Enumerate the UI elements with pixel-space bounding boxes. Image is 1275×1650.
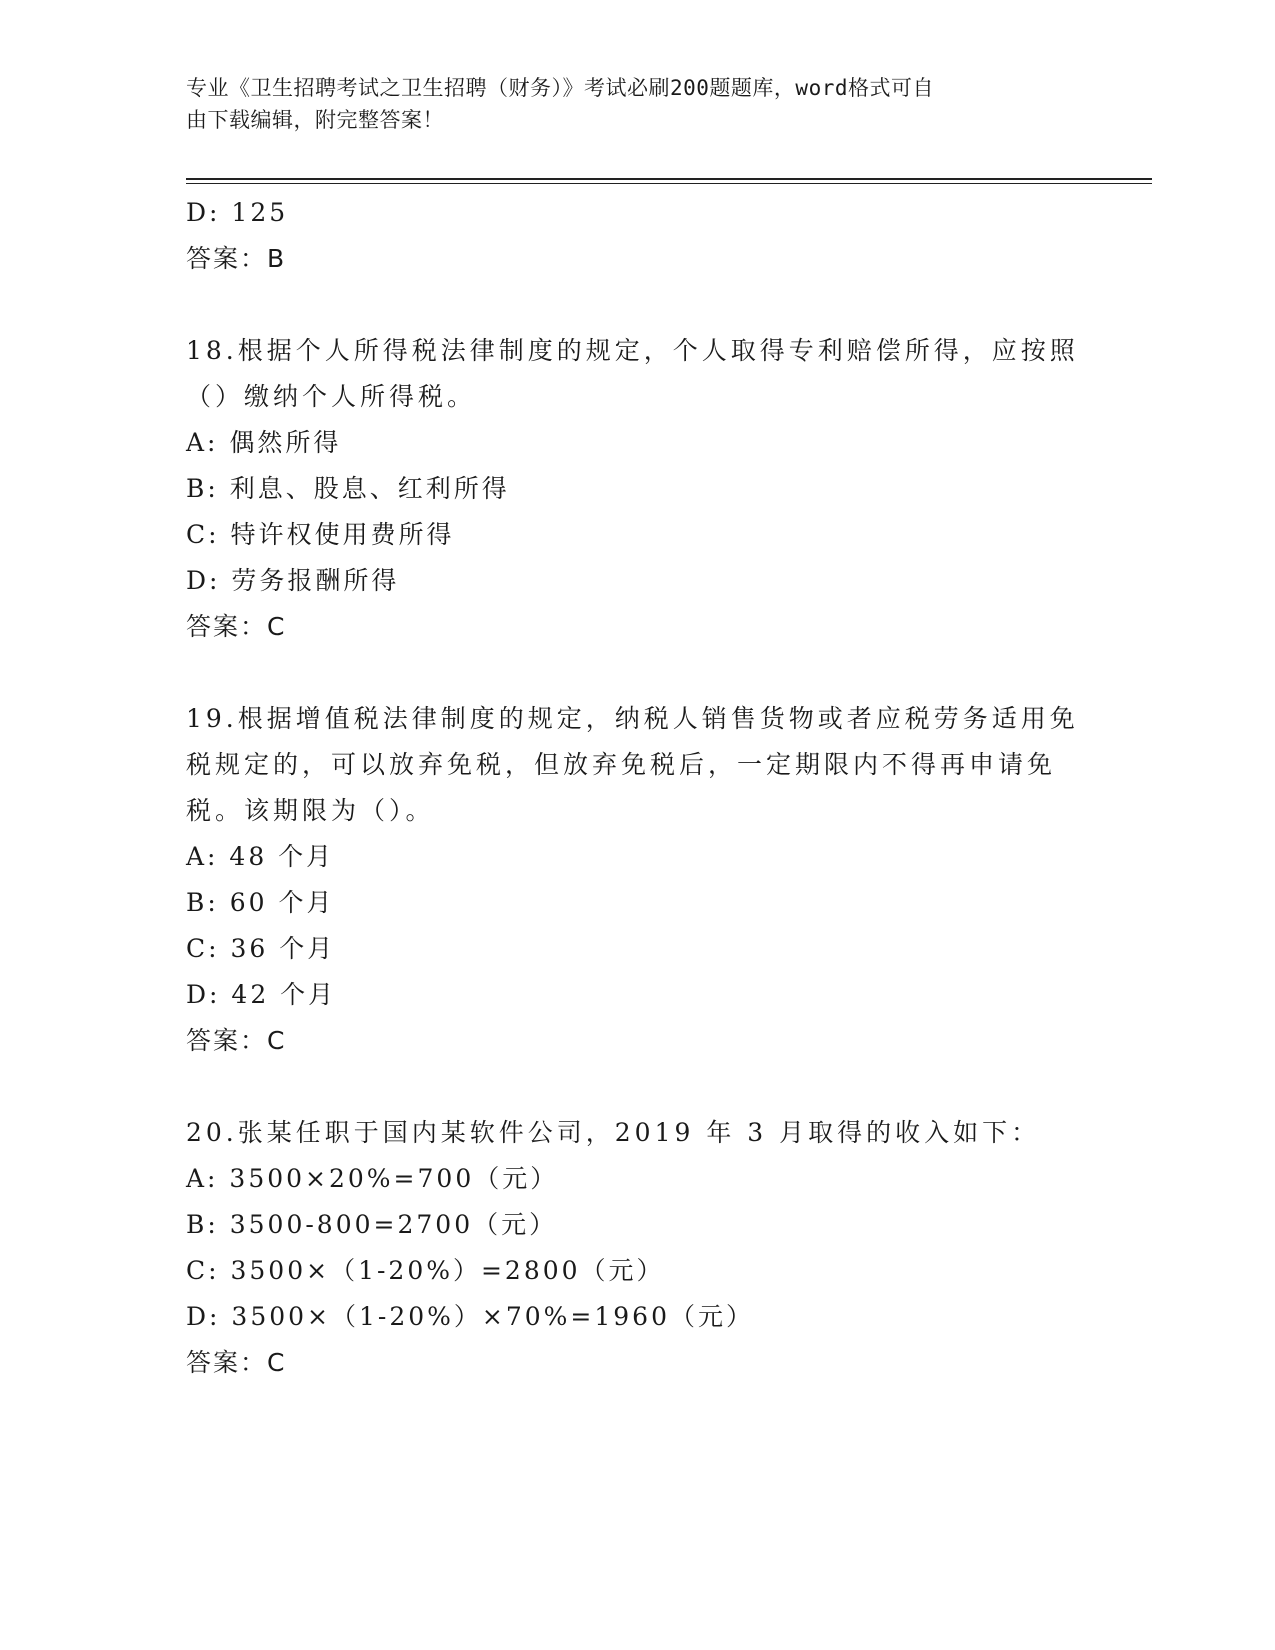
option-d: D: 劳务报酬所得 — [186, 566, 400, 595]
question-text-line: 税。该期限为（）。 — [186, 796, 435, 825]
prev-question-tail — [186, 190, 1086, 282]
spacer — [186, 650, 1086, 696]
option-b: B: 利息、股息、红利所得 — [186, 474, 510, 503]
question-19 — [186, 696, 1086, 1064]
option-c: C: 36 个月 — [186, 934, 336, 963]
spacer — [186, 282, 1086, 328]
option-d: D: 3500×（1-20%）×70%=1960（元） — [186, 1302, 754, 1331]
answer-line: 答案：B — [186, 244, 287, 273]
option-b: B: 3500-800=2700（元） — [186, 1210, 558, 1239]
option-b: B: 60 个月 — [186, 888, 335, 917]
answer-line: 答案：C — [186, 1348, 287, 1377]
option-d: D: 125 — [186, 198, 289, 227]
option-a: A: 3500×20%=700（元） — [186, 1164, 559, 1193]
header-divider-thin — [186, 183, 1152, 184]
document-body — [186, 190, 1086, 1386]
question-text-line: （）缴纳个人所得税。 — [186, 382, 477, 411]
question-18 — [186, 328, 1086, 650]
document-header — [186, 72, 1066, 136]
option-c: C: 特许权使用费所得 — [186, 520, 455, 549]
spacer — [186, 1064, 1086, 1110]
option-a: A: 偶然所得 — [186, 428, 342, 457]
question-text-line: 19.根据增值税法律制度的规定，纳税人销售货物或者应税劳务适用免 — [186, 704, 1079, 733]
answer-line: 答案：C — [186, 612, 287, 641]
question-text-line: 18.根据个人所得税法律制度的规定，个人取得专利赔偿所得，应按照 — [186, 336, 1079, 365]
header-divider-thick — [186, 178, 1152, 180]
question-20 — [186, 1110, 1086, 1386]
option-d: D: 42 个月 — [186, 980, 337, 1009]
option-c: C: 3500×（1-20%）=2800（元） — [186, 1256, 665, 1285]
question-text-line: 20.张某任职于国内某软件公司，2019 年 3 月取得的收入如下： — [186, 1118, 1041, 1147]
answer-line: 答案：C — [186, 1026, 287, 1055]
header-line-2: 由下载编辑，附完整答案！ — [186, 108, 444, 132]
option-a: A: 48 个月 — [186, 842, 335, 871]
header-line-1: 专业《卫生招聘考试之卫生招聘（财务）》考试必刷200题题库，word格式可自 — [186, 76, 934, 100]
question-text-line: 税规定的，可以放弃免税，但放弃免税后，一定期限内不得再申请免 — [186, 750, 1057, 779]
